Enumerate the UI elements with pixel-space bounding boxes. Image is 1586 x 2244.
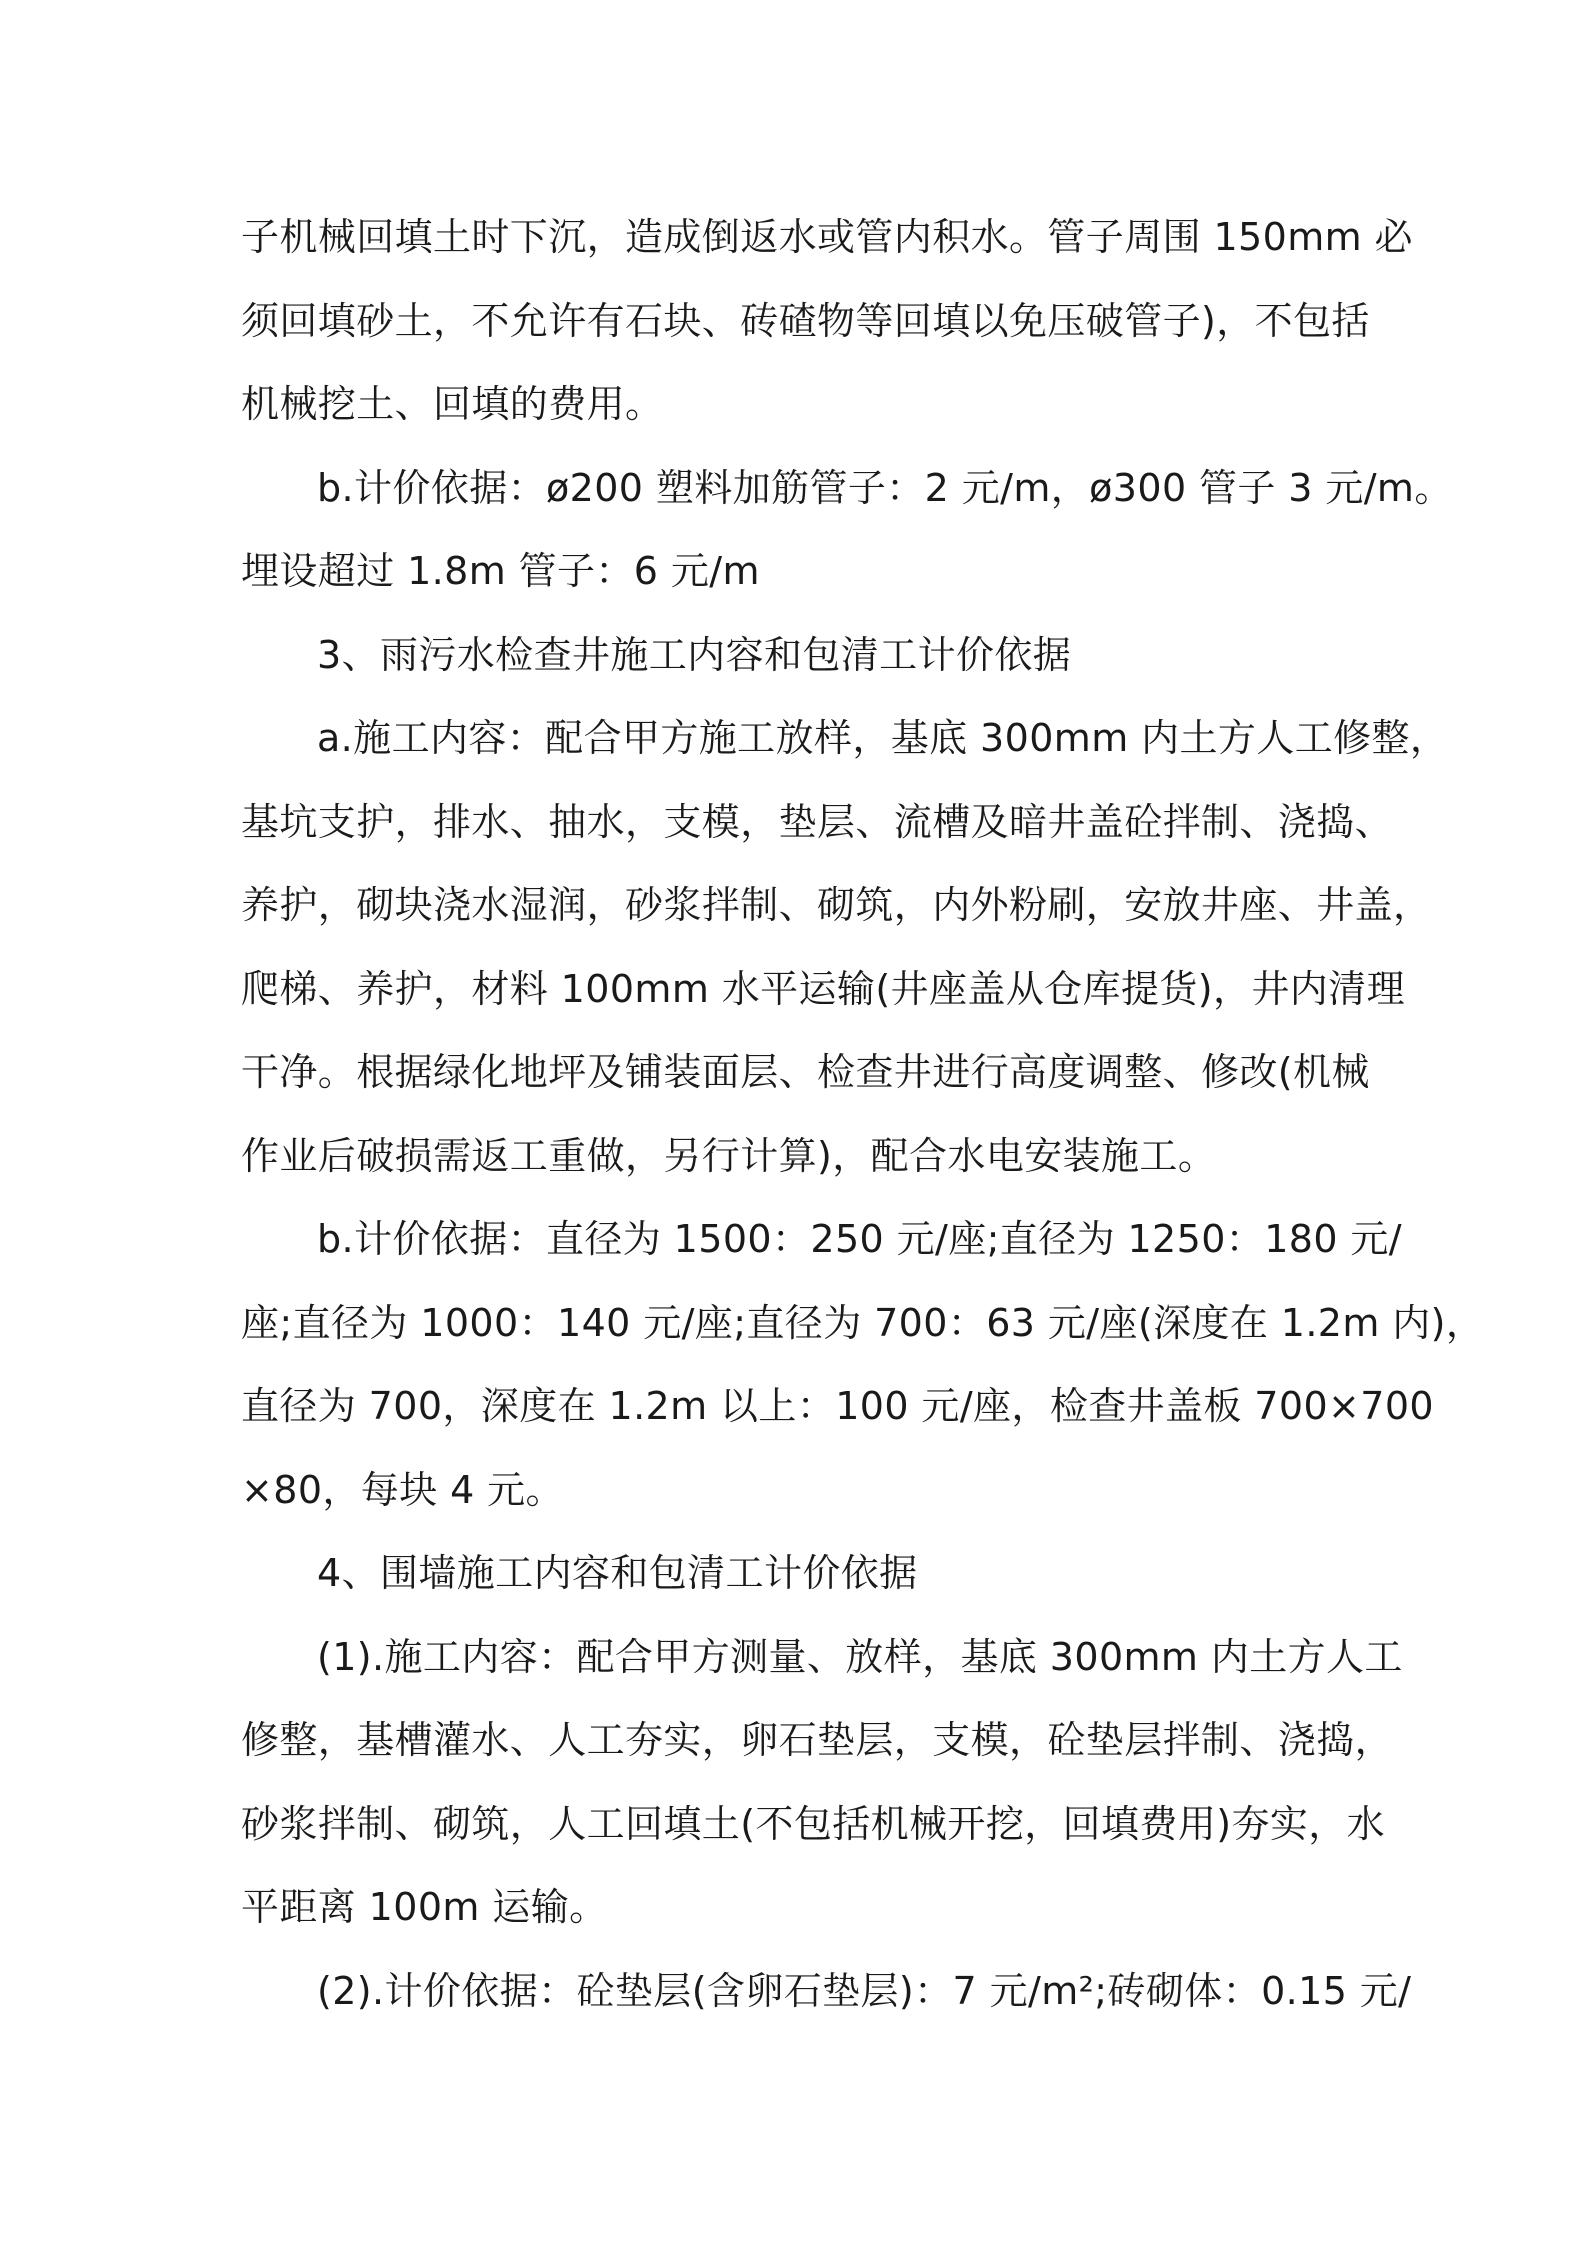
paragraph-line: 埋设超过 1.8m 管子：6 元/m <box>241 549 760 593</box>
paragraph-line: 机械挖土、回填的费用。 <box>241 382 664 426</box>
section-heading: 3、雨污水检查井施工内容和包清工计价依据 <box>317 632 1072 677</box>
paragraph-line: a.施工内容：配合甲方施工放样，基底 300mm 内土方人工修整， <box>317 716 1449 760</box>
paragraph-line: 作业后破损需返工重做，另行计算)，配合水电安装施工。 <box>241 1133 1217 1178</box>
section-heading: 4、围墙施工内容和包清工计价依据 <box>317 1551 918 1595</box>
document-body <box>241 196 1485 2033</box>
paragraph-line: 须回填砂土，不允许有石块、砖碴物等回填以免压破管子)，不包括 <box>241 298 1370 343</box>
paragraph-line: b.计价依据：ø200 塑料加筋管子：2 元/m，ø300 管子 3 元/m。 <box>317 465 1453 510</box>
paragraph-line: 爬梯、养护，材料 100mm 水平运输(井座盖从仓库提货)，井内清理 <box>241 966 1405 1011</box>
paragraph-line: 干净。根据绿化地坪及铺装面层、检查井进行高度调整、修改(机械 <box>241 1050 1370 1094</box>
paragraph-line: 直径为 700，深度在 1.2m 以上：100 元/座，检查井盖板 700×700 <box>241 1384 1435 1428</box>
paragraph-line: ×80，每块 4 元。 <box>241 1467 564 1512</box>
paragraph-line: 砂浆拌制、砌筑，人工回填土(不包括机械开挖，回填费用)夯实，水 <box>241 1801 1386 1846</box>
paragraph-line: 基坑支护，排水、抽水，支模，垫层、流槽及暗井盖砼拌制、浇捣、 <box>241 799 1394 844</box>
paragraph-line: 座;直径为 1000：140 元/座;直径为 700：63 元/座(深度在 1.2m 内)， <box>241 1300 1485 1345</box>
paragraph-line: 养护，砌块浇水湿润，砂浆拌制、砌筑，内外粉刷，安放井座、井盖， <box>241 883 1432 927</box>
paragraph-line: 子机械回填土时下沉，造成倒返水或管内积水。管子周围 150mm 必 <box>241 215 1413 259</box>
paragraph-line: b.计价依据：直径为 1500：250 元/座;直径为 1250：180 元/ <box>317 1217 1403 1261</box>
paragraph-line: (2).计价依据：砼垫层(含卵石垫层)：7 元/m²;砖砌体：0.15 元/ <box>317 1968 1412 2013</box>
paragraph-line: 修整，基槽灌水、人工夯实，卵石垫层，支模，砼垫层拌制、浇捣， <box>241 1718 1394 1762</box>
paragraph-line: (1).施工内容：配合甲方测量、放样，基底 300mm 内土方人工 <box>317 1634 1403 1679</box>
paragraph-line: 平距离 100m 运输。 <box>241 1885 608 1929</box>
